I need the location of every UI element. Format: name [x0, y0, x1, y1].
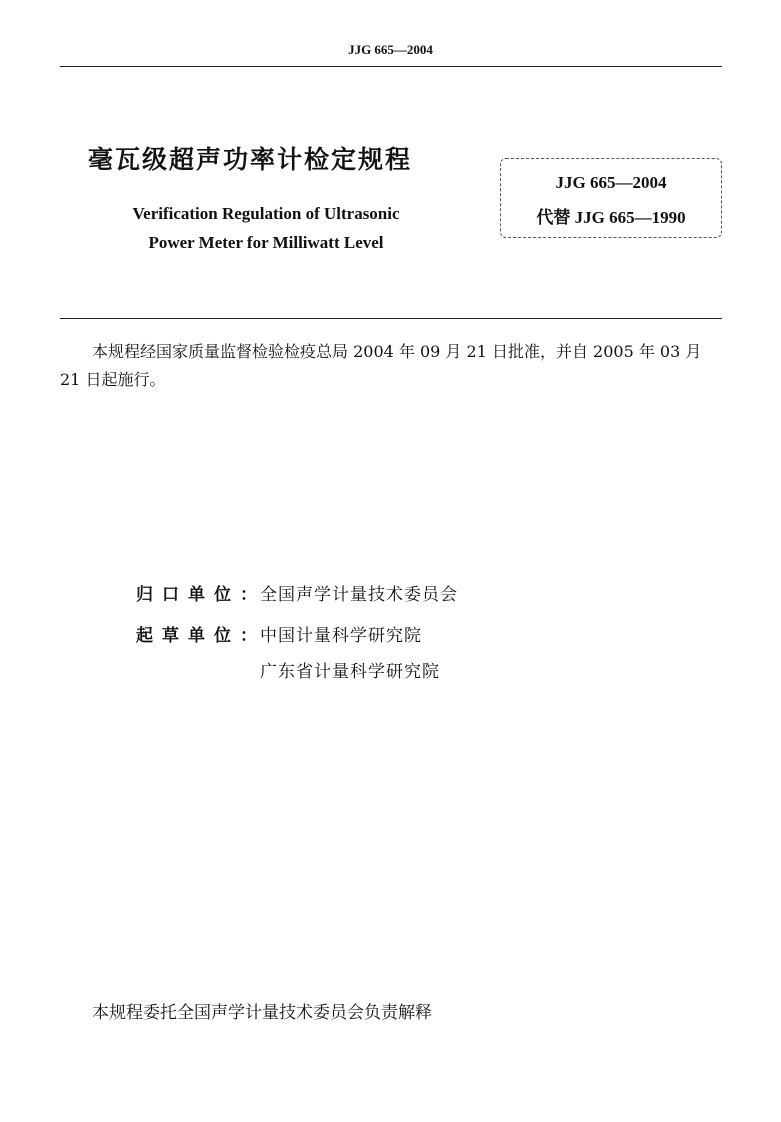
responsible-unit-value: 全国声学计量技术委员会 — [260, 585, 458, 605]
standard-code: JJG 665—2004 — [555, 173, 667, 192]
header-rule — [60, 66, 722, 67]
replaces-code: 代替 JJG 665—1990 — [536, 208, 686, 227]
section-rule — [60, 318, 722, 319]
approval-statement: 本规程经国家质量监督检验检疫总局 2004 年 09 月 21 日批准，并自 2005 年 03 月 21 日起施行。 — [60, 342, 702, 389]
drafting-unit-value-2: 广东省计量科学研究院 — [260, 662, 440, 682]
english-title-line-2: Power Meter for Milliwatt Level — [148, 233, 384, 252]
chinese-title: 毫瓦级超声功率计检定规程 — [88, 145, 413, 174]
drafting-unit-label: 起草单位： — [136, 626, 266, 646]
standard-code-box — [500, 158, 722, 238]
interpretation-note: 本规程委托全国声学计量技术委员会负责解释 — [92, 1003, 432, 1023]
header-standard-code: JJG 665—2004 — [348, 42, 433, 57]
responsible-unit-label: 归口单位： — [136, 585, 266, 605]
english-title-line-1: Verification Regulation of Ultrasonic — [132, 204, 400, 223]
drafting-unit-value-1: 中国计量科学研究院 — [260, 626, 422, 646]
